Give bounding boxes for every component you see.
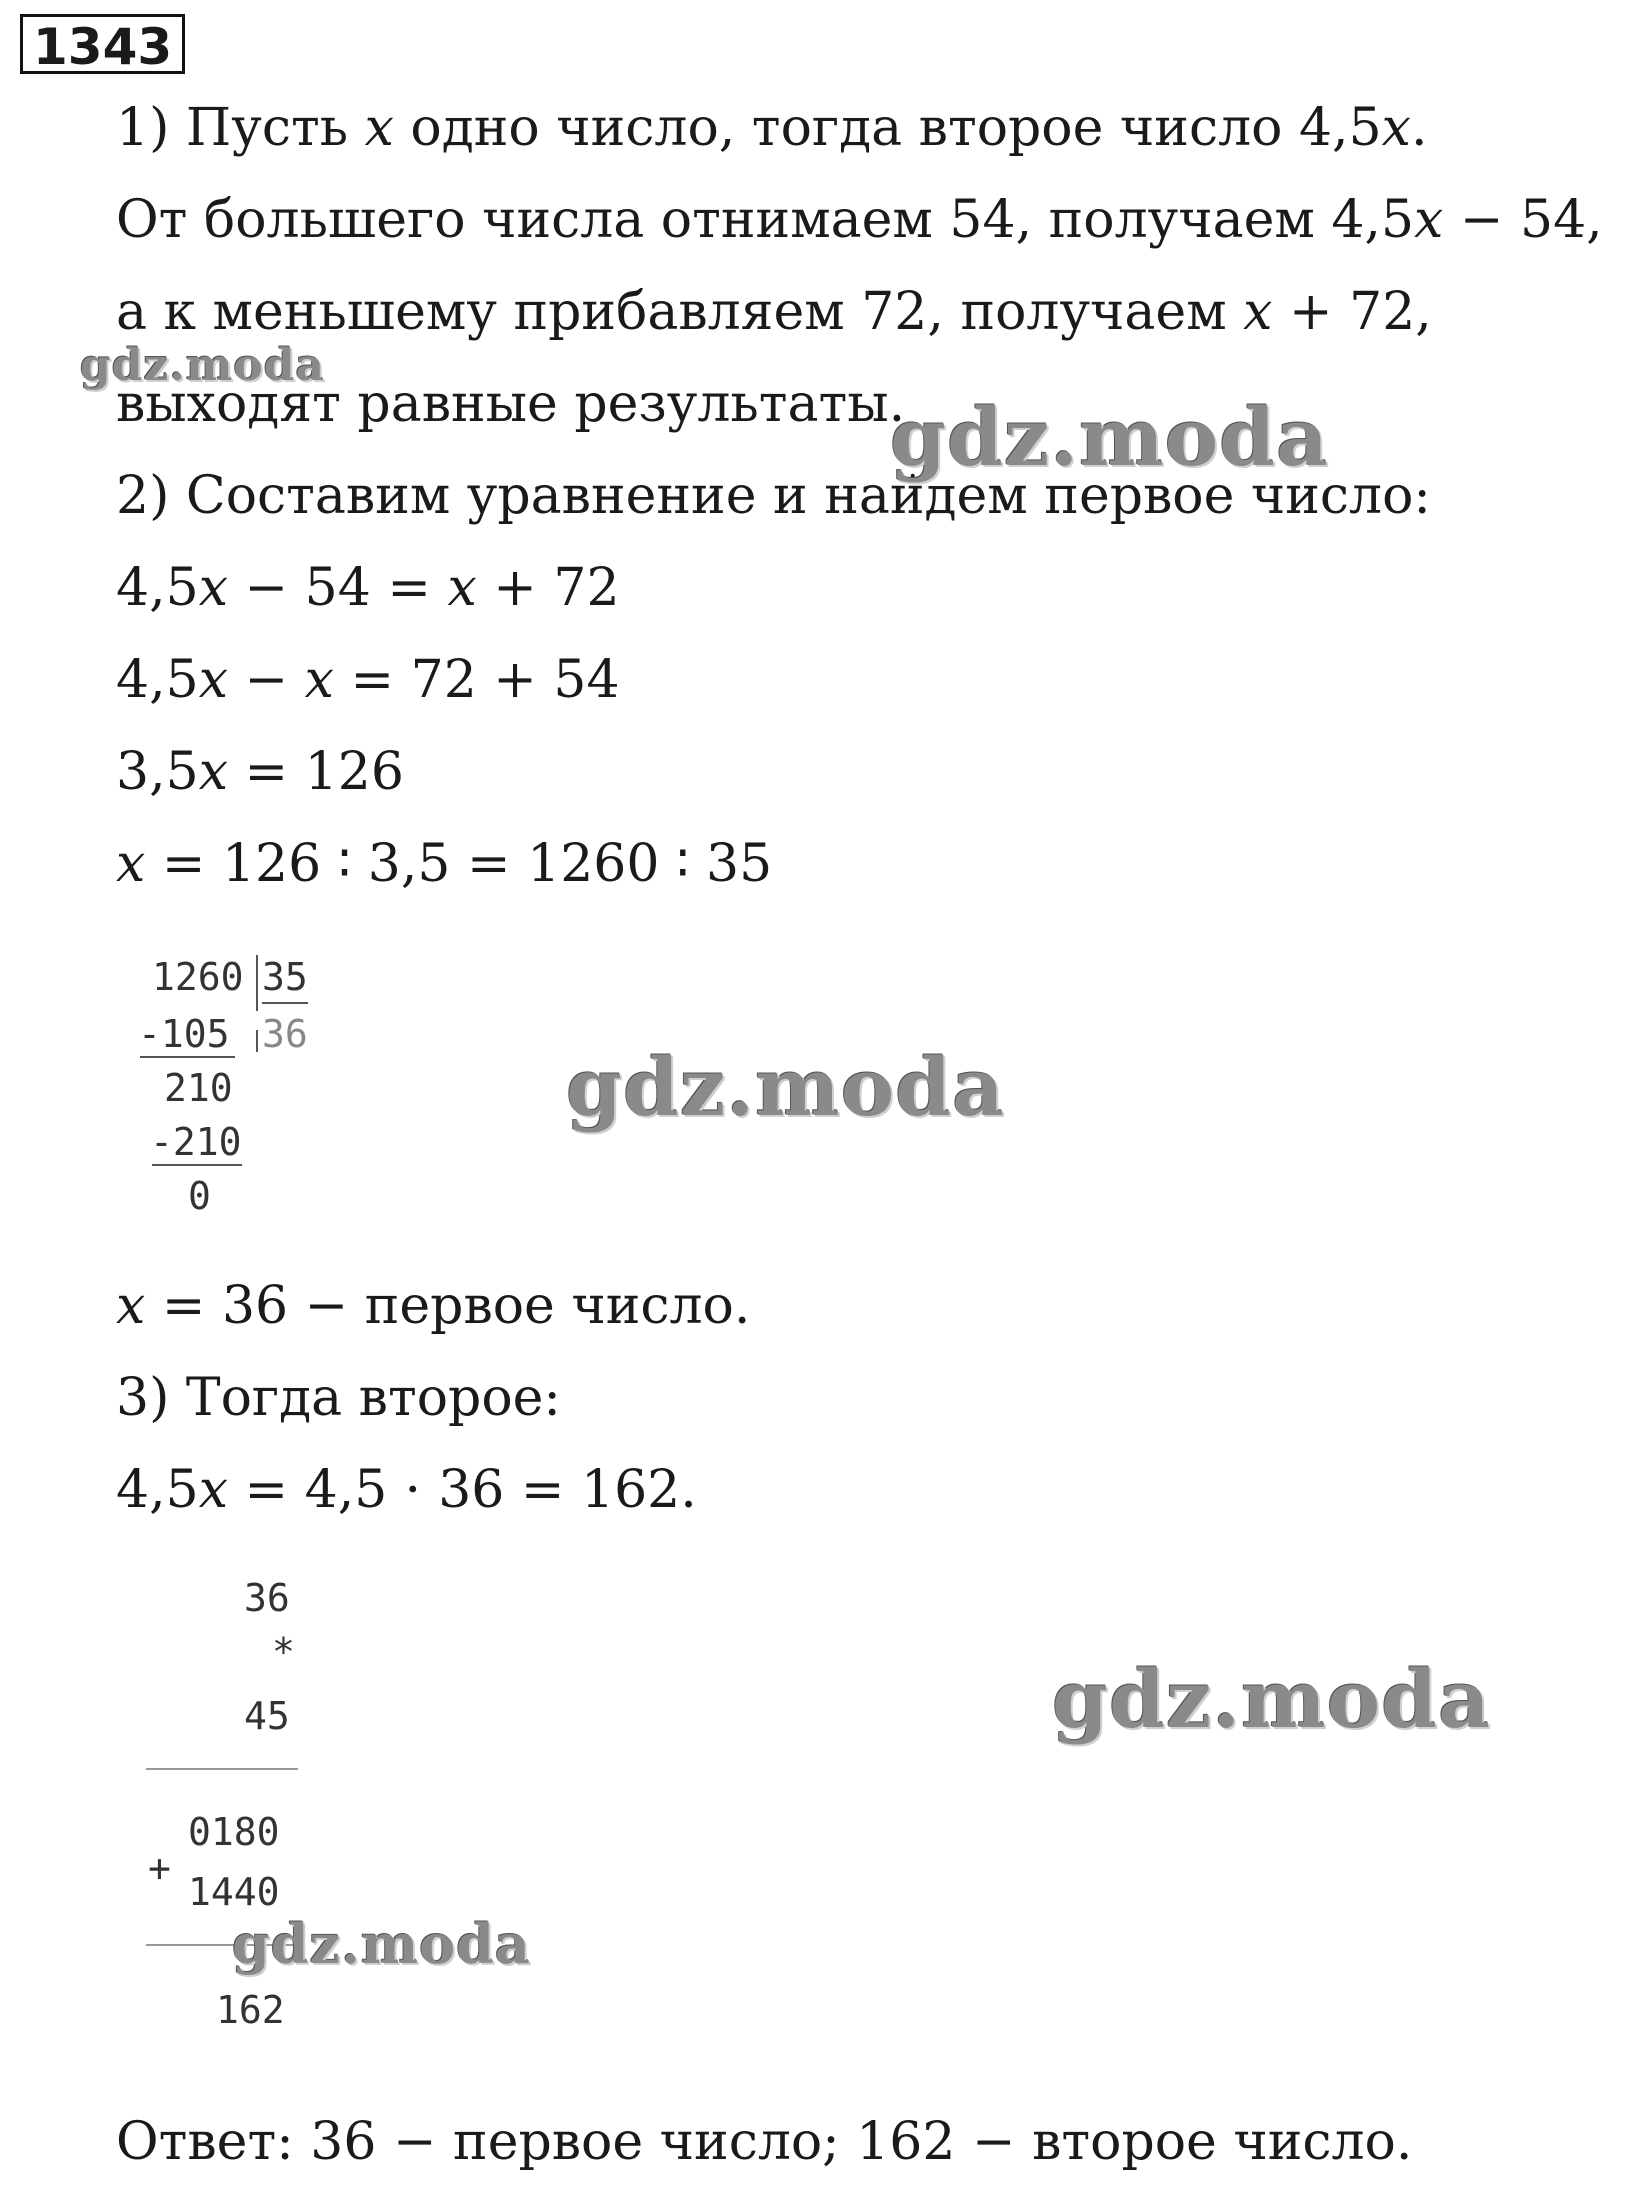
text-line-6: 3) Тогда второе: [116, 1368, 561, 1428]
problem-number: 1343 [20, 14, 185, 74]
division-remainder-1: 210 [164, 1066, 233, 1110]
divisor: 35 [262, 955, 308, 999]
equation-line-5: 4,5𝑥 = 4,5 ⋅ 36 = 162. [116, 1460, 697, 1520]
answer-line: Ответ: 36 − первое число; 162 − второе число. [116, 2112, 1413, 2172]
division-step-2: -210 [150, 1120, 242, 1164]
text-line-1: 1) Пусть 𝑥 одно число, тогда второе число 4,5𝑥. [116, 98, 1428, 158]
watermark: gdz.moda [80, 340, 326, 391]
text-line-4: выходят равные результаты. [116, 374, 906, 434]
watermark: gdz.moda [1052, 1652, 1491, 1746]
watermark: gdz.moda [566, 1040, 1005, 1134]
multiply-sign: * [272, 1630, 295, 1674]
plus-sign: + [148, 1846, 171, 1890]
division-step-1: -105 [138, 1012, 230, 1056]
multiplier: 45 [244, 1694, 290, 1738]
equation-line-4: 𝑥 = 126 ∶ 3,5 = 1260 ∶ 35 [116, 834, 773, 894]
partial-product-2: 1440 [188, 1870, 280, 1914]
equation-line-1: 4,5𝑥 − 54 = 𝑥 + 72 [116, 558, 620, 618]
multiplicand: 36 [244, 1576, 290, 1620]
division-remainder-final: 0 [188, 1174, 211, 1218]
text-line-2: От большего числа отнимаем 54, получаем 4,5𝑥 − 54, [116, 190, 1603, 250]
result-line-1: 𝑥 = 36 − первое число. [116, 1276, 751, 1336]
partial-product-1: 0180 [188, 1810, 280, 1854]
dividend: 1260 [152, 955, 244, 999]
product-result: 162 [216, 1988, 285, 2032]
text-line-5: 2) Составим уравнение и найдем первое число: [116, 466, 1431, 526]
text-line-3: а к меньшему прибавляем 72, получаем 𝑥 + 72, [116, 282, 1432, 342]
equation-line-3: 3,5𝑥 = 126 [116, 742, 404, 802]
quotient: 36 [262, 1012, 308, 1056]
equation-line-2: 4,5𝑥 − 𝑥 = 72 + 54 [116, 650, 620, 710]
watermark: gdz.moda [890, 390, 1329, 484]
watermark: gdz.moda [232, 1912, 531, 1976]
